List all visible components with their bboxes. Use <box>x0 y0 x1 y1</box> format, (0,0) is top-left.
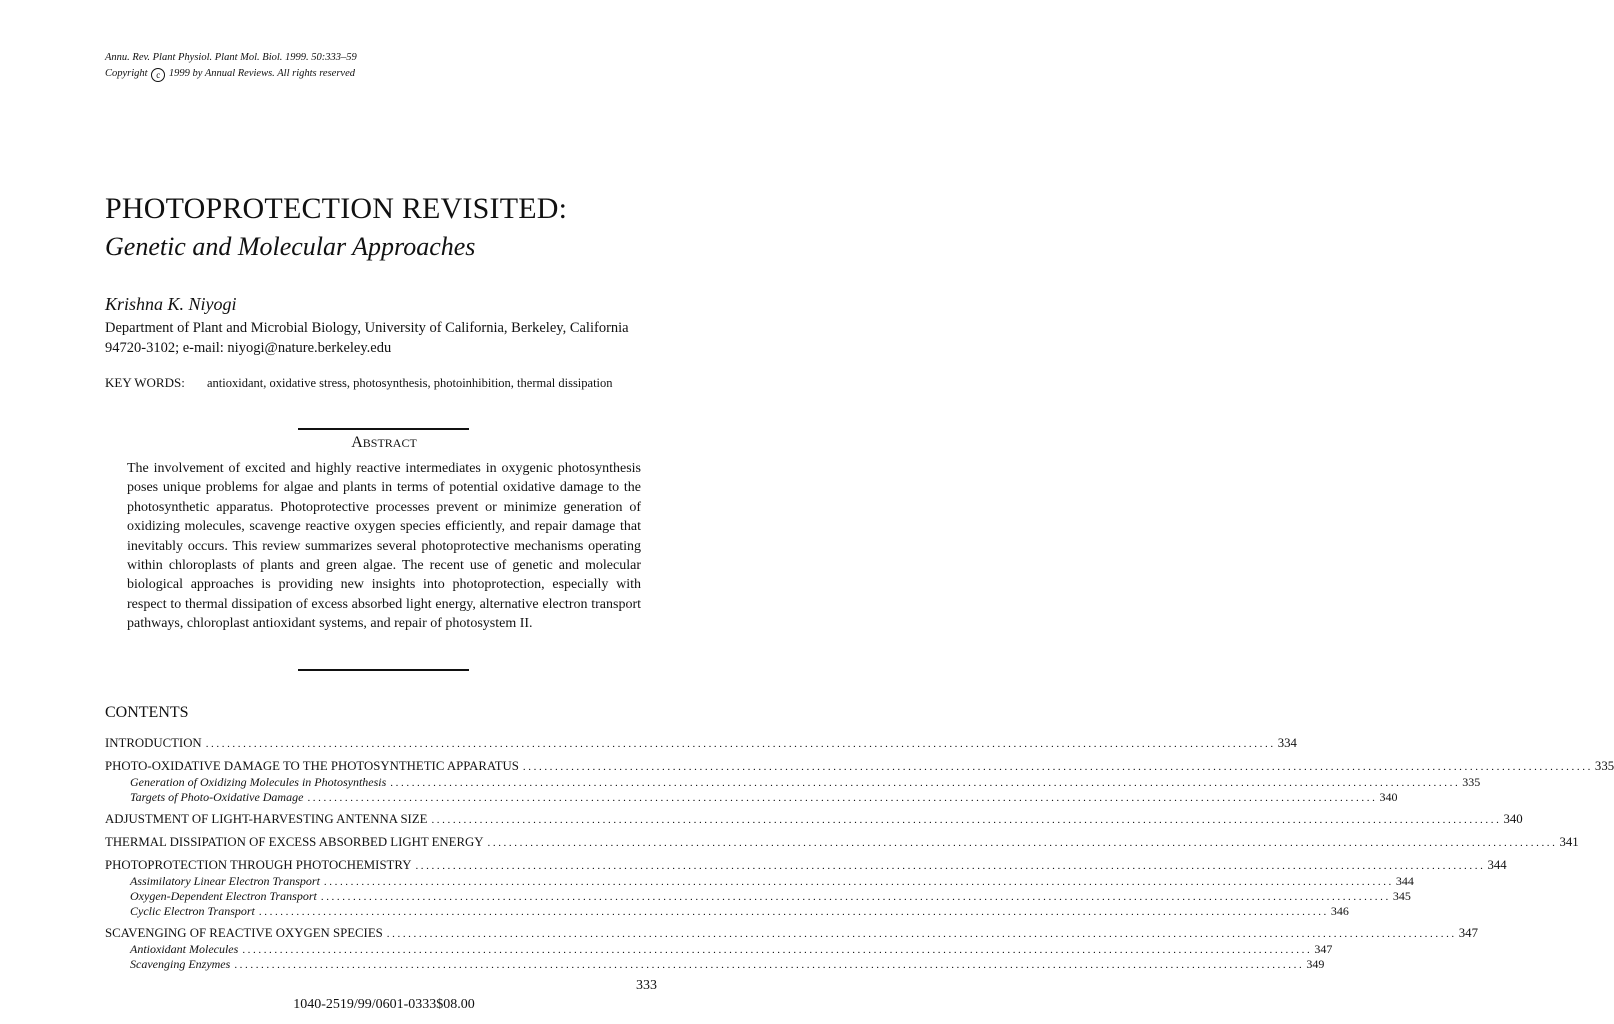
toc-entry-page: 334 <box>1277 736 1297 750</box>
toc-leader-dots: ........................................................................................................................................................................................................ <box>323 876 1394 888</box>
toc-entry-label: Cyclic Electron Transport <box>130 904 255 918</box>
toc-leader-dots: ........................................................................................................................................................................................................ <box>522 761 1593 773</box>
contents-heading: CONTENTS <box>105 704 189 721</box>
toc-entry-page: 344 <box>1395 874 1414 888</box>
toc-entry-page: 345 <box>1392 889 1411 903</box>
toc-entry-page: 344 <box>1487 858 1507 872</box>
toc-entry-label: SCAVENGING OF REACTIVE OXYGEN SPECIES <box>105 926 383 940</box>
toc-entry-label: PHOTOPROTECTION THROUGH PHOTOCHEMISTRY <box>105 858 412 872</box>
toc-entry-page: 349 <box>1306 957 1325 971</box>
copyright-suffix: 1999 by Annual Reviews. All rights reserved <box>168 68 355 79</box>
toc-entry-page: 340 <box>1503 812 1523 826</box>
toc-subentry <box>105 889 1411 904</box>
copyright-prefix: Copyright <box>105 68 148 79</box>
toc-entry-label: Scavenging Enzymes <box>130 957 231 971</box>
copyright-line <box>105 66 357 82</box>
paper-subtitle: Genetic and Molecular Approaches <box>105 232 476 261</box>
toc-entry-label: Assimilatory Linear Electron Transport <box>130 874 320 888</box>
toc-entry-page: 335 <box>1594 759 1614 773</box>
page-number: 333 <box>636 978 657 993</box>
toc-subentry <box>105 874 1414 889</box>
toc-leader-dots: ........................................................................................................................................................................................................ <box>415 860 1486 872</box>
toc-entry-page: 346 <box>1330 904 1349 918</box>
author-name: Krishna K. Niyogi <box>105 294 237 314</box>
toc-leader-dots: ........................................................................................................................................................................................................ <box>386 928 1457 940</box>
toc-leader-dots: ........................................................................................................................................................................................................ <box>205 738 1276 750</box>
toc-leader-dots: ........................................................................................................................................................................................................ <box>258 906 1329 918</box>
toc-entry-page: 341 <box>1559 835 1579 849</box>
toc-entry-label: PHOTO-OXIDATIVE DAMAGE TO THE PHOTOSYNTHETIC APPARATUS <box>105 759 519 773</box>
toc-leader-dots: ........................................................................................................................................................................................................ <box>431 814 1502 826</box>
toc-leader-dots: ........................................................................................................................................................................................................ <box>487 837 1558 849</box>
footer-code: 1040-2519/99/0601-0333$08.00 <box>293 997 475 1012</box>
toc-subentry <box>105 904 1349 919</box>
paper-title: PHOTOPROTECTION REVISITED: <box>105 192 568 225</box>
toc-entry-page: 347 <box>1314 942 1333 956</box>
toc-entry-label: Antioxidant Molecules <box>130 942 239 956</box>
toc-entry-label: ADJUSTMENT OF LIGHT-HARVESTING ANTENNA SIZE <box>105 812 428 826</box>
toc-entry-label: INTRODUCTION <box>105 736 202 750</box>
toc-entry-label: Targets of Photo-Oxidative Damage <box>130 790 304 804</box>
author-affiliation: Department of Plant and Microbial Biology, University of California, Berkeley, California 94720-3102; e-mail: niyogi@nature.berkeley.edu <box>105 320 629 356</box>
copyright-icon: c <box>151 68 165 82</box>
journal-header <box>105 50 357 82</box>
table-of-contents <box>105 735 1614 972</box>
abstract-top-rule <box>298 428 469 430</box>
toc-entry <box>105 925 1478 942</box>
toc-subentry <box>105 942 1333 957</box>
toc-entry-label: THERMAL DISSIPATION OF EXCESS ABSORBED LIGHT ENERGY <box>105 835 484 849</box>
toc-entry-page: 340 <box>1379 790 1398 804</box>
toc-leader-dots: ........................................................................................................................................................................................................ <box>307 792 1378 804</box>
abstract-bottom-rule <box>298 669 469 671</box>
toc-subentry <box>105 775 1481 790</box>
toc-entry <box>105 811 1523 828</box>
toc-subentry <box>105 957 1325 972</box>
abstract-heading-initial: A <box>351 434 363 451</box>
journal-citation: Annu. Rev. Plant Physiol. Plant Mol. Biol. 1999. 50:333–59 <box>105 52 357 63</box>
toc-entry-page: 335 <box>1462 775 1481 789</box>
toc-leader-dots: ........................................................................................................................................................................................................ <box>320 891 1391 903</box>
toc-entry <box>105 857 1507 874</box>
toc-entry-label: Oxygen-Dependent Electron Transport <box>130 889 317 903</box>
toc-leader-dots: ........................................................................................................................................................................................................ <box>242 944 1313 956</box>
toc-entry-label: Generation of Oxidizing Molecules in Photosynthesis <box>130 775 387 789</box>
toc-subentry <box>105 790 1398 805</box>
abstract-heading <box>0 434 768 452</box>
abstract-text: The involvement of excited and highly reactive intermediates in oxygenic photosynthesis poses unique problems for algae and plants in terms of potential oxidative damage to the photosynthetic apparatus. Photoprotective processes prevent or minimize generation of oxidizing molecules, scavenge reactive oxygen species efficiently, and repair damage that inevitably occurs. This review summarizes several photoprotective mechanisms operating within chloroplasts of plants and green algae. The recent use of genetic and molecular biological approaches is providing new insights into photoprotection, especially with respect to thermal dissipation of excess absorbed light energy, alternative electron transport pathways, chloroplast antioxidant systems, and repair of photosystem II. <box>127 461 641 632</box>
toc-entry-page: 347 <box>1458 926 1478 940</box>
abstract-heading-rest: BSTRACT <box>362 436 417 450</box>
keywords-text: antioxidant, oxidative stress, photosynthesis, photoinhibition, thermal dissipation <box>207 376 613 390</box>
toc-entry <box>105 834 1579 851</box>
toc-entry <box>105 735 1297 752</box>
keywords-label: KEY WORDS: <box>105 375 185 390</box>
toc-leader-dots: ........................................................................................................................................................................................................ <box>390 777 1461 789</box>
toc-leader-dots: ........................................................................................................................................................................................................ <box>234 959 1305 971</box>
toc-entry <box>105 758 1614 775</box>
